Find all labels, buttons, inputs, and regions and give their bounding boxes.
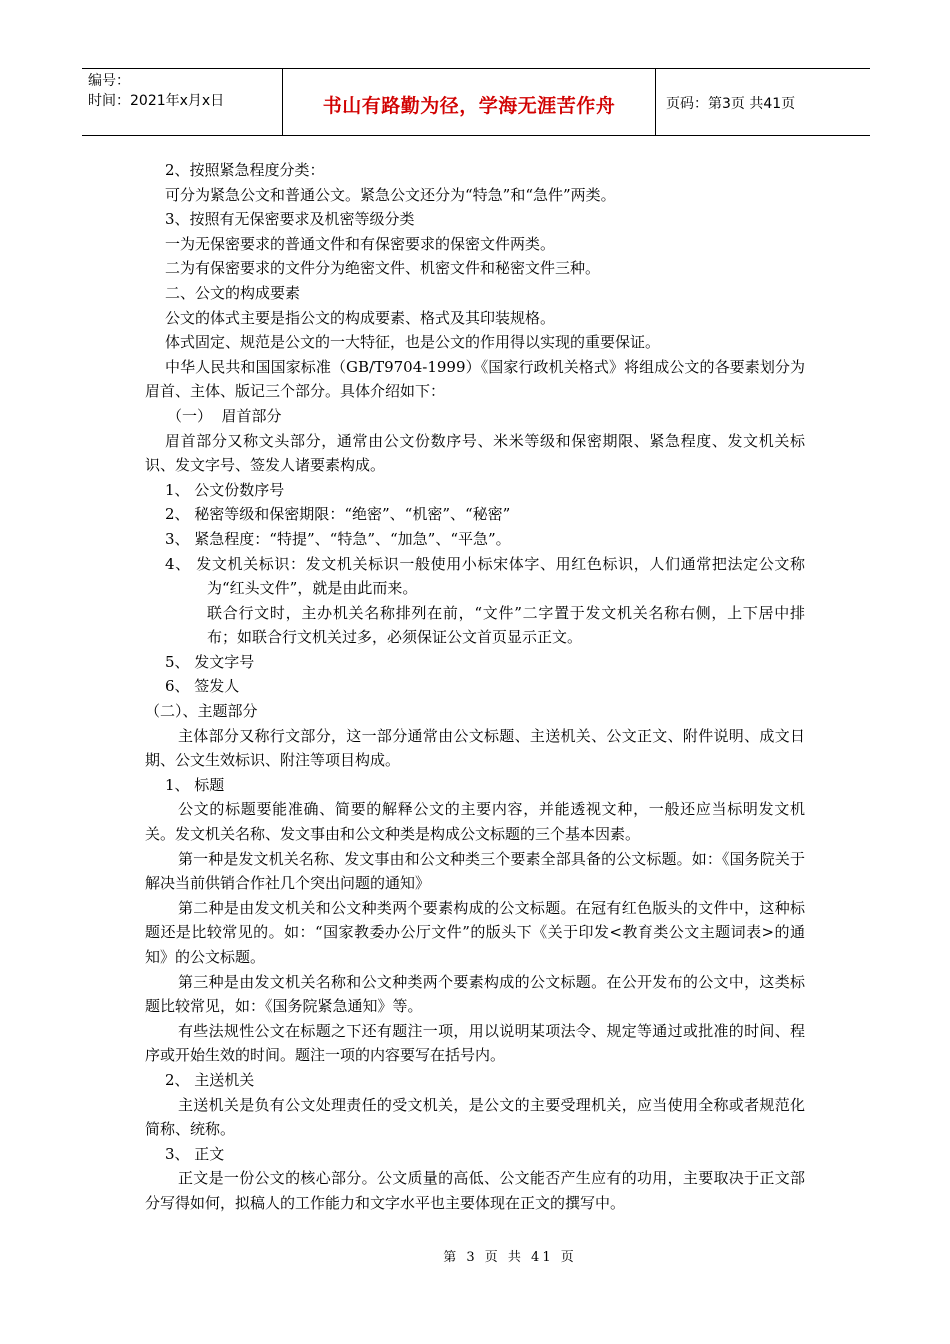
paragraph: 3、按照有无保密要求及机密等级分类: [165, 210, 415, 229]
document-date: 时间：2021年x月x日: [88, 93, 225, 109]
document-body: [145, 158, 805, 1216]
header-meta: [82, 69, 283, 135]
subsection-heading: （二）、主题部分: [145, 702, 258, 721]
list-item: 2、 秘密等级和保密期限：“绝密”、“机密”、“秘密”: [165, 505, 511, 524]
paragraph: 第三种是由发文机关名称和公文种类两个要素构成的公文标题。在公开发布的公文中，这类标题比较常见，如：《国务院紧急通知》等。: [145, 972, 805, 1016]
paragraph: 公文的体式主要是指公文的构成要素、格式及其印装规格。: [165, 308, 556, 327]
subsection-heading: （一） 眉首部分: [167, 406, 282, 425]
paragraph: 2、按照紧急程度分类：: [165, 161, 325, 179]
list-item: 6、 签发人: [165, 677, 240, 696]
list-item: 1、 标题: [165, 775, 225, 794]
paragraph: 正文是一份公文的核心部分。公文质量的高低、公文能否产生应有的功用，主要取决于正文部分写得如何，拟稿人的工作能力和文字水平也主要体现在正文的撰写中。: [145, 1169, 805, 1212]
section-heading: 二、公文的构成要素: [165, 283, 301, 302]
document-number: 编号：: [88, 73, 130, 89]
list-item: 3、 正文: [165, 1144, 225, 1163]
paragraph: 有些法规性公文在标题之下还有题注一项，用以说明某项法令、规定等通过或批准的时间、程序或开始生效的时间。题注一项的内容要写在括号内。: [145, 1021, 805, 1065]
paragraph: 一为无保密要求的普通文件和有保密要求的保密文件两类。: [165, 234, 556, 253]
paragraph: 联合行文时，主办机关名称排列在前，“文件”二字置于发文机关名称右侧，上下居中排布；如联合行文机关过多，必须保证公文首页显示正文。: [207, 603, 805, 647]
paragraph: 眉首部分又称文头部分，通常由公文份数序号、米米等级和保密期限、紧急程度、发文机关标识、发文字号、签发人诸要素构成。: [145, 431, 805, 475]
list-item-block: [145, 552, 805, 650]
paragraph: 第二种是由发文机关和公文种类两个要素构成的公文标题。在冠有红色版头的文件中，这种标题还是比较常见的。如：“国家教委办公厅文件”的版头下《关于印发<教育类公文主题词表>的通知》的公文标题。: [145, 898, 805, 966]
paragraph: 第一种是发文机关名称、发文事由和公文种类三个要素全部具备的公文标题。如：《国务院关于解决当前供销合作社几个突出问题的通知》: [145, 849, 805, 893]
paragraph: 主体部分又称行文部分，这一部分通常由公文标题、主送机关、公文正文、附件说明、成文日期、公文生效标识、附注等项目构成。: [145, 726, 805, 770]
paragraph: 可分为紧急公文和普通公文。紧急公文还分为“特急”和“急件”两类。: [165, 185, 616, 204]
paragraph: 二为有保密要求的文件分为绝密文件、机密文件和秘密文件三种。: [165, 259, 601, 278]
paragraph: 主送机关是负有公文处理责任的受文机关，是公文的主要受理机关，应当使用全称或者规范化简称、统称。: [145, 1095, 805, 1139]
paragraph: 公文的标题要能准确、简要的解释公文的主要内容，并能透视文种，一般还应当标明发文机关。发文机关名称、发文事由和公文种类是构成公文标题的三个基本因素。: [145, 800, 805, 844]
paragraph: 体式固定、规范是公文的一大特征，也是公文的作用得以实现的重要保证。: [165, 333, 661, 352]
header-motto: 书山有路勤为径，学海无涯苦作舟: [283, 69, 656, 135]
list-item: 1、 公文份数序号: [165, 480, 285, 499]
page-header: [82, 68, 870, 136]
page-footer: 第 3 页 共 41 页: [443, 1250, 577, 1265]
header-page-info: 页码：第3页 共41页: [666, 96, 796, 112]
list-item: 4、 发文机关标识：发文机关标识一般使用小标宋体字、用红色标识，人们通常把法定公文称为“红头文件”，就是由此而来。: [165, 554, 805, 598]
list-item: 2、 主送机关: [165, 1070, 255, 1089]
list-item: 3、 紧急程度：“特提”、“特急”、“加急”、“平急”。: [165, 529, 511, 548]
list-item: 5、 发文字号: [165, 652, 255, 671]
paragraph: 中华人民共和国国家标准（GB/T9704-1999）《国家行政机关格式》将组成公文的各要素划分为眉首、主体、版记三个部分。具体介绍如下：: [145, 357, 805, 401]
